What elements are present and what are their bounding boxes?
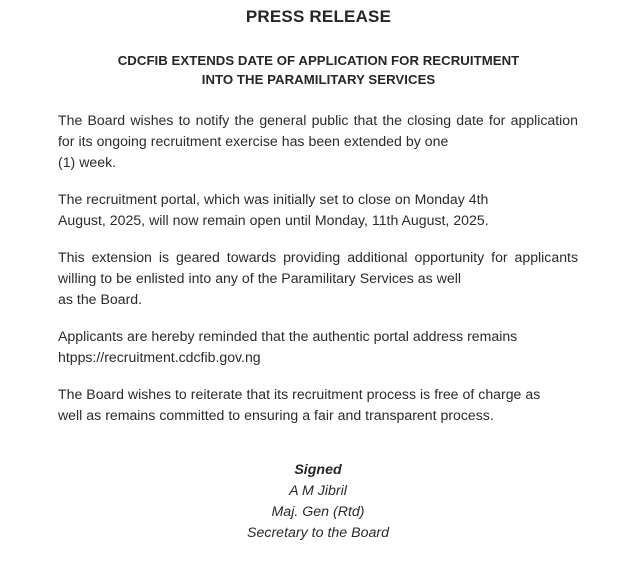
document-body [0, 90, 637, 544]
paragraph-free-of-charge-text: The Board wishes to reiterate that its recruitment process is free of charge as [58, 385, 541, 402]
signature-signed-label: Signed [294, 461, 342, 478]
paragraph-extension-rationale-text: This extension is geared towards providing additional opportunity for applicants willing to be enlisted into any of the Paramilitary Services as well [58, 248, 578, 287]
signature-rank: Maj. Gen (Rtd) [271, 503, 365, 520]
page-title: PRESS RELEASE [245, 7, 392, 26]
paragraph-portal-dates-last-line: August, 2025, will now remain open until Monday, 11th August, 2025. [58, 212, 489, 229]
paragraph-portal-address [58, 326, 578, 369]
paragraph-free-of-charge [58, 384, 578, 427]
signature-block [58, 442, 578, 544]
subtitle-line-2: INTO THE PARAMILITARY SERVICES [201, 72, 436, 88]
paragraph-portal-dates-text: The recruitment portal, which was initially set to close on Monday 4th [58, 190, 489, 207]
paragraph-notice [58, 110, 578, 174]
signature-position: Secretary to the Board [247, 524, 389, 541]
document-subtitle [0, 27, 637, 89]
paragraph-free-of-charge-last-line: well as remains committed to ensuring a fair and transparent process. [58, 407, 494, 424]
paragraph-extension-rationale [58, 247, 578, 311]
signature-name: A M Jibril [289, 482, 347, 499]
paragraph-notice-text: The Board wishes to notify the general public that the closing date for application for its ongoing recruitment exercise has been extended by one [58, 111, 578, 149]
paragraph-portal-address-text: Applicants are hereby reminded that the authentic portal address remains [58, 327, 518, 344]
subtitle-line-1: CDCFIB EXTENDS DATE OF APPLICATION FOR RECRUITMENT [117, 53, 520, 69]
paragraph-portal-dates [58, 189, 578, 232]
paragraph-notice-last-line: (1) week. [58, 154, 117, 171]
portal-url: htpps://recruitment.cdcfib.gov.ng [58, 349, 261, 366]
paragraph-extension-rationale-last-line: as the Board. [58, 291, 143, 308]
